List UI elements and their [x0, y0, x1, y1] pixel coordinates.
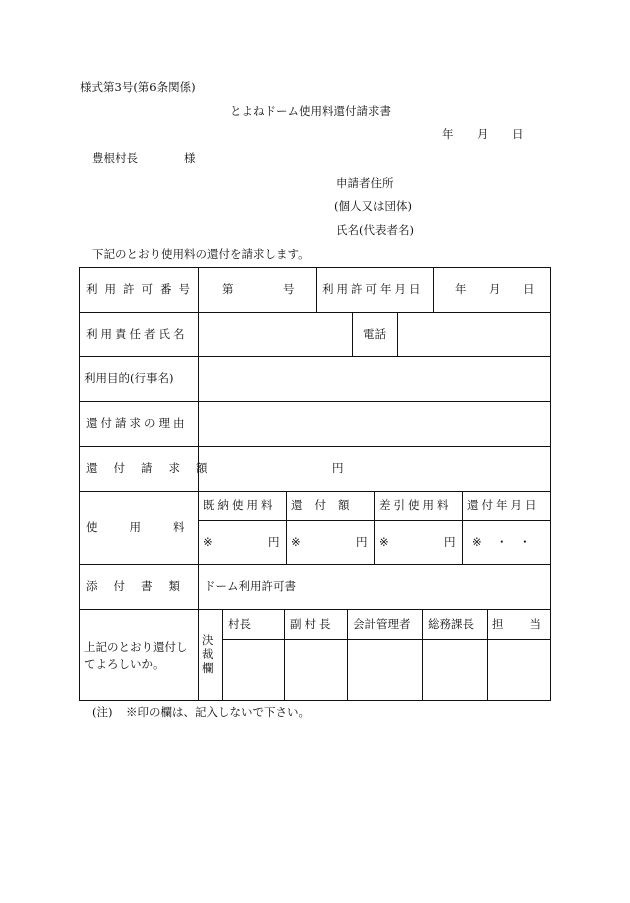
approver-mayor — [228, 610, 280, 639]
note-text: ※印の欄は、記入しないで下さい。 — [126, 705, 310, 719]
amount-label: 還付請求額 — [86, 461, 224, 476]
fee-date-dots: ・ ・ — [496, 534, 535, 549]
fee-refund-yen: 円 — [356, 534, 368, 549]
applicant-type-label: (個人又は団体) — [334, 199, 412, 213]
fee-paid-mark: ※ — [203, 534, 213, 549]
decision-label: 決裁欄 — [202, 633, 214, 675]
intro-text: 下記のとおり使用料の還付を請求します。 — [92, 247, 310, 261]
note-label: (注) — [92, 705, 113, 719]
date-day: 日 — [512, 127, 524, 141]
attachments-value: ドーム利用許可書 — [204, 579, 296, 594]
fee-label: 使用料 — [86, 520, 217, 535]
amount-unit: 円 — [332, 461, 344, 476]
date-month: 月 — [477, 127, 489, 141]
permit-date-day: 日 — [523, 282, 535, 297]
form-number: 様式第3号(第6条関係) — [80, 80, 196, 94]
fee-deducted-yen: 円 — [444, 534, 456, 549]
permit-date-year: 年 — [455, 282, 467, 297]
approver-mayor-label: 村長 — [228, 616, 251, 631]
approver-accounting: 会計管理者 — [353, 616, 411, 631]
fee-date-label: 還付年月日 — [467, 498, 540, 513]
phone-label: 電話 — [363, 326, 386, 341]
permit-no-prefix: 第 — [222, 282, 234, 297]
permit-date-month: 月 — [489, 282, 501, 297]
fee-paid-yen: 円 — [268, 534, 280, 549]
attachments-label: 添付書類 — [86, 579, 196, 594]
fee-paid-label: 既納使用料 — [203, 498, 276, 513]
honorific: 様 — [184, 151, 196, 165]
addressee: 豊根村長 — [92, 151, 138, 165]
responsible-label: 利用責任者氏名 — [86, 326, 188, 341]
applicant-address-label: 申請者住所 — [336, 176, 394, 190]
fee-date-mark: ※ — [472, 534, 482, 549]
fee-deducted-mark: ※ — [379, 534, 389, 549]
purpose-label: 利用目的(行事名) — [84, 371, 174, 386]
permit-no-label: 利用許可番号 — [86, 282, 197, 297]
permit-date-label: 利用許可年月日 — [322, 282, 424, 297]
applicant-name-label: 氏名(代表者名) — [336, 223, 414, 237]
approver-staff: 担当 — [492, 616, 567, 631]
approver-deputy: 副村長 — [290, 616, 334, 631]
approval-text: 上記のとおり還付してよろしいか。 — [84, 640, 188, 671]
reason-label: 還付請求の理由 — [86, 416, 188, 431]
date-year: 年 — [442, 127, 454, 141]
fee-deducted-label: 差引使用料 — [379, 498, 452, 513]
fee-refund-mark: ※ — [291, 534, 301, 549]
fee-refund-label: 還付額 — [291, 498, 362, 513]
form-title: とよねドーム使用料還付請求書 — [230, 104, 391, 118]
approver-general-affairs: 総務課長 — [428, 616, 474, 631]
permit-no-suffix: 号 — [283, 282, 295, 297]
